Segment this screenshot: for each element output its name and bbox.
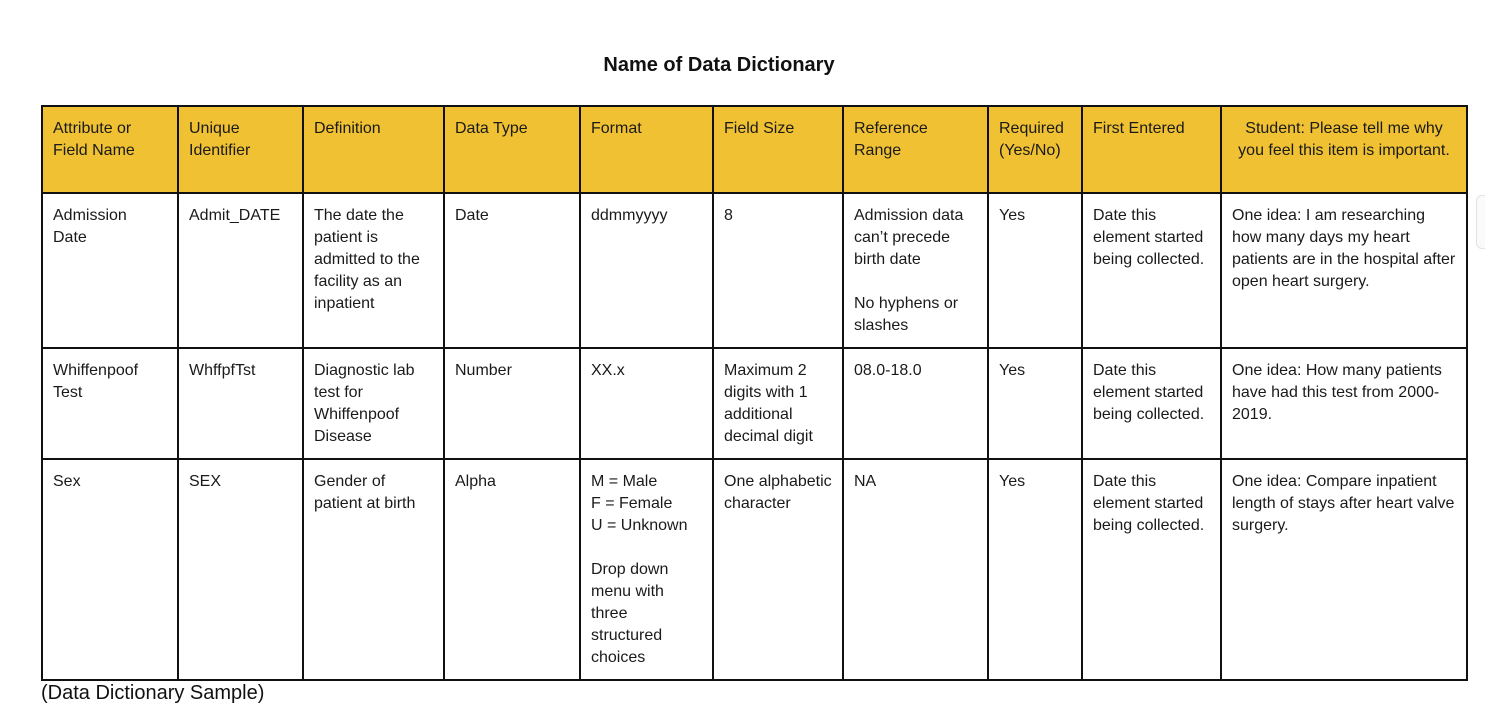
cell-first-entered: Date this element started being collected.	[1082, 193, 1221, 348]
cell-data-type: Alpha	[444, 459, 580, 680]
header-student-note: Student: Please tell me why you feel this item is important.	[1221, 106, 1467, 193]
cell-format: ddmmyyyy	[580, 193, 713, 348]
header-attribute-or-field-name: Attribute or Field Name	[42, 106, 178, 193]
header-row	[42, 106, 1467, 193]
table-row	[42, 193, 1467, 348]
header-required: Required (Yes/No)	[988, 106, 1082, 193]
cell-required: Yes	[988, 193, 1082, 348]
cell-definition: The date the patient is admitted to the facility as an inpatient	[303, 193, 444, 348]
cell-definition: Gender of patient at birth	[303, 459, 444, 680]
cell-unique-identifier: SEX	[178, 459, 303, 680]
cell-unique-identifier: WhffpfTst	[178, 348, 303, 459]
header-reference-range: Reference Range	[843, 106, 988, 193]
table-row	[42, 459, 1467, 680]
table-caption: (Data Dictionary Sample)	[41, 682, 265, 704]
cell-reference-range: Admission data can’t precede birth date No hyphens or slashes	[843, 193, 988, 348]
header-format: Format	[580, 106, 713, 193]
cell-reference-range: 08.0-18.0	[843, 348, 988, 459]
cell-first-entered: Date this element started being collected.	[1082, 348, 1221, 459]
document-title: Name of Data Dictionary	[603, 54, 835, 76]
cell-field-name: Admission Date	[42, 193, 178, 348]
cell-required: Yes	[988, 348, 1082, 459]
cell-student-note: One idea: How many patients have had this test from 2000-2019.	[1221, 348, 1467, 459]
table-row	[42, 348, 1467, 459]
cell-first-entered: Date this element started being collected.	[1082, 459, 1221, 680]
cell-reference-range: NA	[843, 459, 988, 680]
header-field-size: Field Size	[713, 106, 843, 193]
cell-field-size: Maximum 2 digits with 1 additional decimal digit	[713, 348, 843, 459]
cell-data-type: Date	[444, 193, 580, 348]
cell-format: M = Male F = Female U = Unknown Drop down menu with three structured choices	[580, 459, 713, 680]
data-dictionary-table	[41, 105, 1468, 681]
cell-field-name: Whiffenpoof Test	[42, 348, 178, 459]
cell-field-name: Sex	[42, 459, 178, 680]
cell-unique-identifier: Admit_DATE	[178, 193, 303, 348]
header-definition: Definition	[303, 106, 444, 193]
side-panel-handle[interactable]	[1476, 195, 1485, 249]
header-unique-identifier: Unique Identifier	[178, 106, 303, 193]
cell-required: Yes	[988, 459, 1082, 680]
cell-data-type: Number	[444, 348, 580, 459]
cell-format: XX.x	[580, 348, 713, 459]
cell-student-note: One idea: Compare inpatient length of stays after heart valve surgery.	[1221, 459, 1467, 680]
cell-field-size: One alphabetic character	[713, 459, 843, 680]
cell-field-size: 8	[713, 193, 843, 348]
cell-student-note: One idea: I am researching how many days my heart patients are in the hospital after open heart surgery.	[1221, 193, 1467, 348]
header-data-type: Data Type	[444, 106, 580, 193]
header-first-entered: First Entered	[1082, 106, 1221, 193]
cell-definition: Diagnostic lab test for Whiffenpoof Disease	[303, 348, 444, 459]
